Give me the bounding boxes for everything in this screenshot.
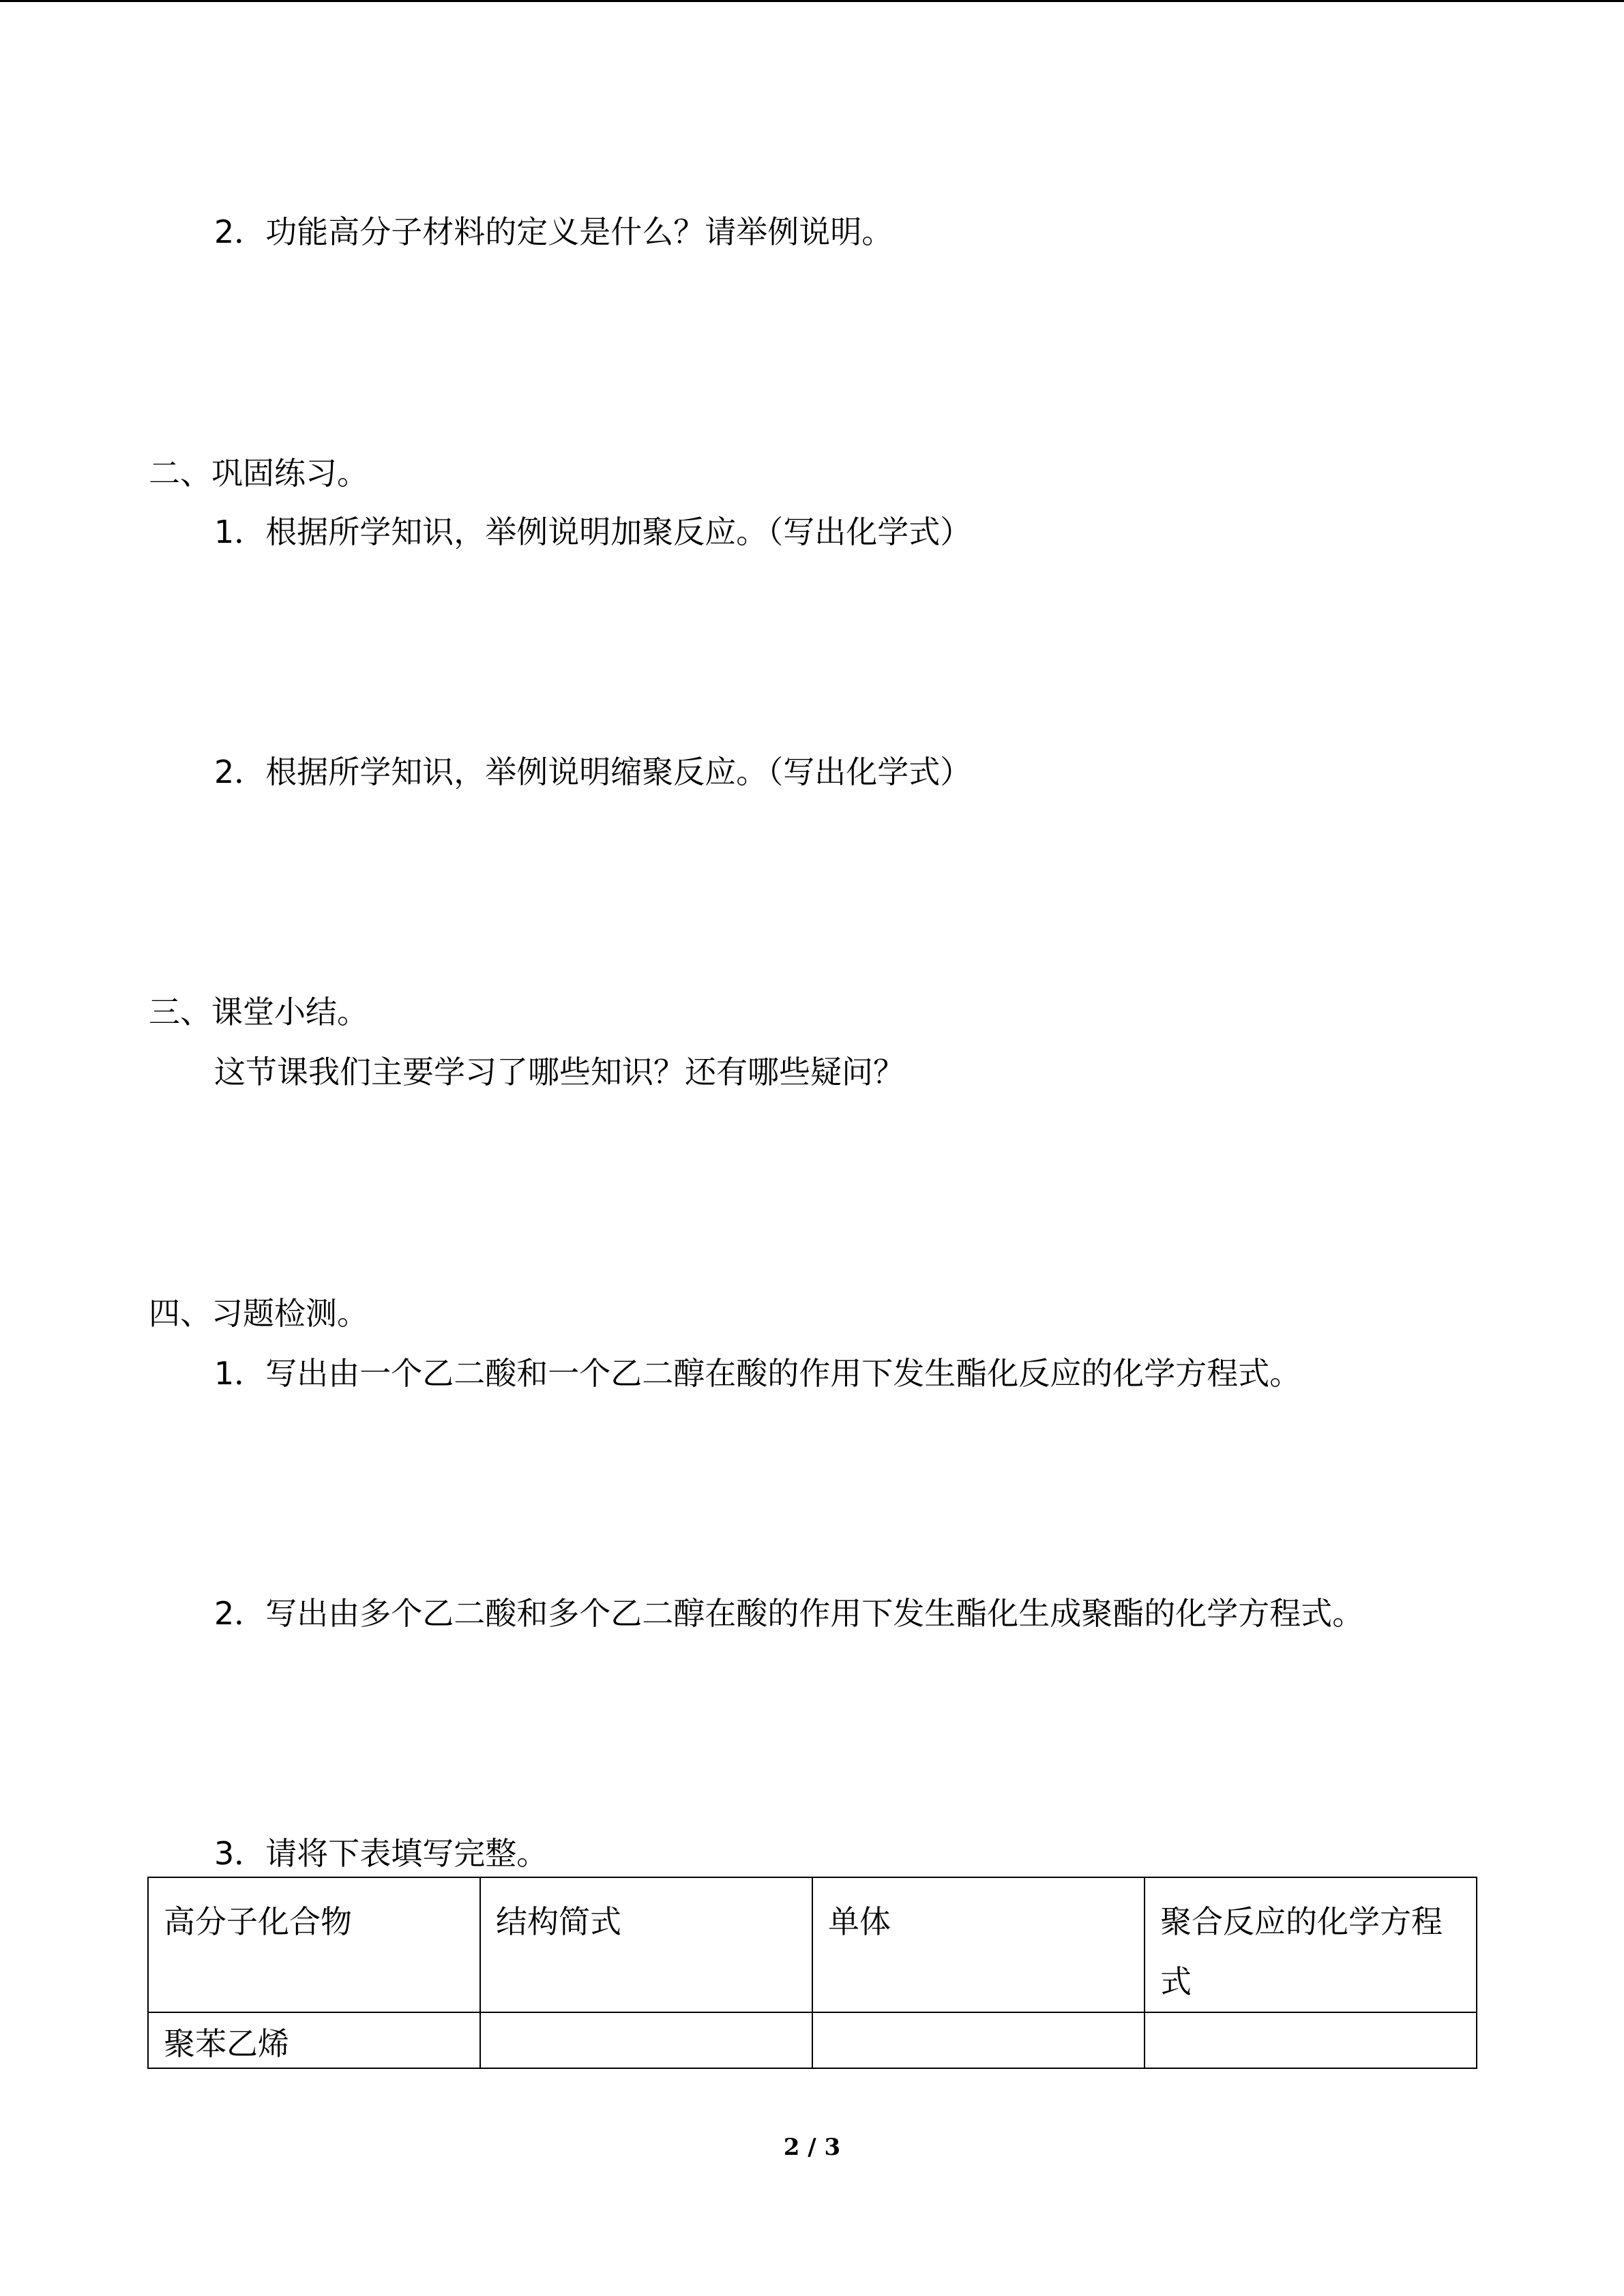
header-cell-structure: 结构简式 <box>480 1877 812 2012</box>
page-top-border <box>0 0 1624 2</box>
cell-monomer[interactable] <box>812 2012 1145 2068</box>
header-cell-monomer: 单体 <box>812 1877 1145 2012</box>
practice-question-1: 1．根据所学知识，举例说明加聚反应。（写出化学式） <box>214 513 972 550</box>
page-number: 2 / 3 <box>783 2134 841 2161</box>
cell-polymer-name: 聚苯乙烯 <box>148 2012 480 2068</box>
section-heading-test: 四、习题检测。 <box>149 1295 368 1332</box>
test-question-2: 2．写出由多个乙二酸和多个乙二醇在酸的作用下发生酯化生成聚酯的化学方程式。 <box>214 1595 1364 1632</box>
cell-equation[interactable] <box>1145 2012 1477 2068</box>
test-question-3: 3．请将下表填写完整。 <box>214 1835 548 1872</box>
practice-question-2: 2．根据所学知识，举例说明缩聚反应。（写出化学式） <box>214 754 972 790</box>
section-heading-practice: 二、巩固练习。 <box>149 455 368 492</box>
polymer-table <box>147 1877 1477 2069</box>
table-header-row <box>148 1877 1477 2012</box>
header-cell-polymer: 高分子化合物 <box>148 1877 480 2012</box>
table-row <box>148 2012 1477 2068</box>
summary-prompt: 这节课我们主要学习了哪些知识？还有哪些疑问？ <box>214 1054 904 1090</box>
section-heading-summary: 三、课堂小结。 <box>149 994 368 1030</box>
question-2-functional-polymer: 2．功能高分子材料的定义是什么？请举例说明。 <box>214 213 894 250</box>
cell-structure[interactable] <box>480 2012 812 2068</box>
header-cell-equation: 聚合反应的化学方程式 <box>1145 1877 1477 2012</box>
test-question-1: 1．写出由一个乙二酸和一个乙二醇在酸的作用下发生酯化反应的化学方程式。 <box>214 1355 1301 1392</box>
